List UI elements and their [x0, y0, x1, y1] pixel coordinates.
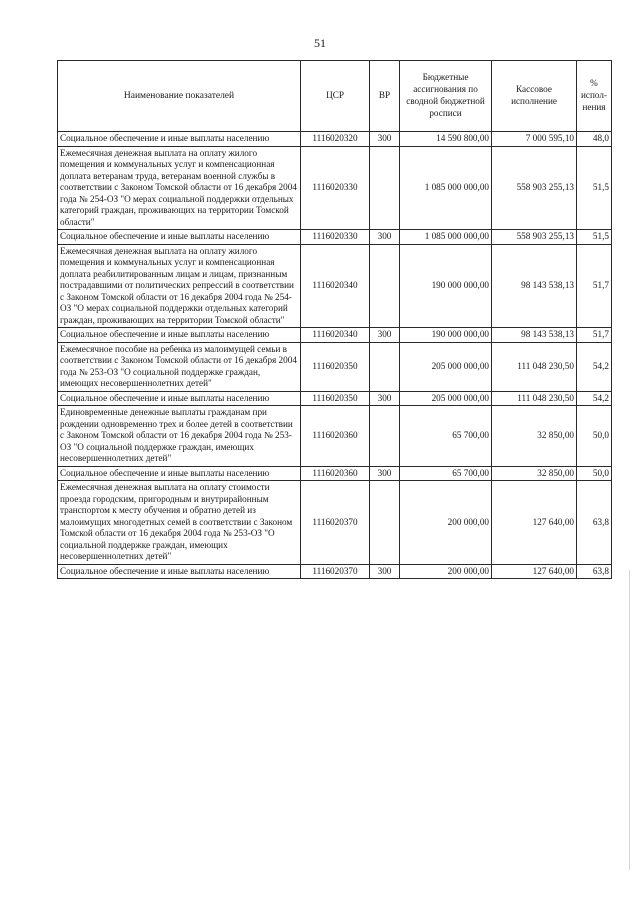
row-csr: 1116020320 [301, 132, 370, 147]
row-execution-percent: 63,8 [577, 481, 612, 565]
row-indicator-name: Ежемесячное пособие на ребенка из малоимущей семьи в соответствии с Законом Томской области от 16 декабря 2004 года № 253-ОЗ "О социальной поддержке граждан, имеющих несовершеннолетних детей" [58, 342, 301, 391]
row-execution-percent: 51,7 [577, 328, 612, 343]
table-row [58, 244, 612, 328]
row-cash-execution: 127 640,00 [492, 481, 577, 565]
row-execution-percent: 51,5 [577, 230, 612, 245]
header-budget-allocations: Бюджетные ассигнования по сводной бюджетной росписи [400, 61, 492, 132]
row-cash-execution: 111 048 230,50 [492, 391, 577, 406]
header-indicator-name: Наименование показателей [58, 61, 301, 132]
row-csr: 1116020340 [301, 244, 370, 328]
row-cash-execution: 32 850,00 [492, 406, 577, 467]
row-indicator-name: Единовременные денежные выплаты гражданам при рождении одновременно трех и более детей в соответствии с Законом Томской области от 16 декабря 2004 года № 253-ОЗ "О социальной поддержке граждан, имеющих несовершеннолетних детей" [58, 406, 301, 467]
row-budget-allocation: 1 085 000 000,00 [400, 146, 492, 230]
table-row [58, 146, 612, 230]
row-budget-allocation: 190 000 000,00 [400, 244, 492, 328]
row-execution-percent: 50,0 [577, 466, 612, 481]
row-indicator-name: Социальное обеспечение и иные выплаты населению [58, 391, 301, 406]
table-header-row [58, 61, 612, 132]
row-csr: 1116020370 [301, 481, 370, 565]
row-cash-execution: 98 143 538,13 [492, 244, 577, 328]
row-execution-percent: 48,0 [577, 132, 612, 147]
row-csr: 1116020330 [301, 146, 370, 230]
row-execution-percent: 51,5 [577, 146, 612, 230]
row-indicator-name: Социальное обеспечение и иные выплаты населению [58, 328, 301, 343]
row-cash-execution: 98 143 538,13 [492, 328, 577, 343]
row-cash-execution: 32 850,00 [492, 466, 577, 481]
row-csr: 1116020340 [301, 328, 370, 343]
budget-execution-table [57, 60, 612, 579]
header-csr: ЦСР [301, 61, 370, 132]
row-execution-percent: 54,2 [577, 342, 612, 391]
table-row [58, 481, 612, 565]
header-execution-percent: % испол-нения [577, 61, 612, 132]
row-cash-execution: 558 903 255,13 [492, 230, 577, 245]
row-vr: 300 [370, 466, 400, 481]
header-vr: ВР [370, 61, 400, 132]
row-vr [370, 244, 400, 328]
row-vr: 300 [370, 564, 400, 579]
row-indicator-name: Ежемесячная денежная выплата на оплату стоимости проезда городским, пригородным и внутрирайонным транспортом к месту обучения и обратно детей из малоимущих многодетных семей в соответствии с Законом Томской области от 16 декабря 2004 года № 253-ОЗ "О социальной поддержке граждан, имеющих несовершеннолетних детей" [58, 481, 301, 565]
row-budget-allocation: 205 000 000,00 [400, 342, 492, 391]
row-vr [370, 481, 400, 565]
row-indicator-name: Социальное обеспечение и иные выплаты населению [58, 466, 301, 481]
header-cash-execution: Кассовое исполнение [492, 61, 577, 132]
row-csr: 1116020350 [301, 391, 370, 406]
page-number: 51 [314, 36, 326, 50]
table-row [58, 230, 612, 245]
table-row [58, 391, 612, 406]
row-csr: 1116020370 [301, 564, 370, 579]
table-row [58, 406, 612, 467]
row-csr: 1116020330 [301, 230, 370, 245]
row-vr: 300 [370, 230, 400, 245]
row-csr: 1116020350 [301, 342, 370, 391]
row-budget-allocation: 1 085 000 000,00 [400, 230, 492, 245]
table-row [58, 342, 612, 391]
row-csr: 1116020360 [301, 466, 370, 481]
row-budget-allocation: 14 590 800,00 [400, 132, 492, 147]
row-vr: 300 [370, 391, 400, 406]
row-budget-allocation: 200 000,00 [400, 481, 492, 565]
row-budget-allocation: 190 000 000,00 [400, 328, 492, 343]
row-budget-allocation: 65 700,00 [400, 406, 492, 467]
row-csr: 1116020360 [301, 406, 370, 467]
table-row [58, 564, 612, 579]
row-vr [370, 342, 400, 391]
row-budget-allocation: 65 700,00 [400, 466, 492, 481]
row-cash-execution: 127 640,00 [492, 564, 577, 579]
table-row [58, 328, 612, 343]
row-vr: 300 [370, 328, 400, 343]
table-row [58, 132, 612, 147]
row-budget-allocation: 200 000,00 [400, 564, 492, 579]
row-execution-percent: 50,0 [577, 406, 612, 467]
table-row [58, 466, 612, 481]
row-indicator-name: Ежемесячная денежная выплата на оплату жилого помещения и коммунальных услуг и компенсационная доплата реабилитированным лицам и лицам, признанным пострадавшими от политических репрессий в соответствии с Законом Томской области от 16 декабря 2004 года № 254-ОЗ "О мерах социальной поддержки отдельных категорий граждан, проживающих на территории Томской области" [58, 244, 301, 328]
row-cash-execution: 111 048 230,50 [492, 342, 577, 391]
row-budget-allocation: 205 000 000,00 [400, 391, 492, 406]
row-vr [370, 406, 400, 467]
row-vr: 300 [370, 132, 400, 147]
row-cash-execution: 7 000 595,10 [492, 132, 577, 147]
row-execution-percent: 51,7 [577, 244, 612, 328]
scan-edge-mark [629, 570, 630, 870]
row-indicator-name: Социальное обеспечение и иные выплаты населению [58, 230, 301, 245]
row-cash-execution: 558 903 255,13 [492, 146, 577, 230]
row-indicator-name: Ежемесячная денежная выплата на оплату жилого помещения и коммунальных услуг и компенсационная доплата ветеранам труда, ветеранам военной службы в соответствии с Законом Томской области от 16 декабря 2004 года № 254-ОЗ "О мерах социальной поддержки отдельных категорий граждан, проживающих на территории Томской области" [58, 146, 301, 230]
row-execution-percent: 54,2 [577, 391, 612, 406]
row-vr [370, 146, 400, 230]
row-indicator-name: Социальное обеспечение и иные выплаты населению [58, 132, 301, 147]
row-indicator-name: Социальное обеспечение и иные выплаты населению [58, 564, 301, 579]
row-execution-percent: 63,8 [577, 564, 612, 579]
